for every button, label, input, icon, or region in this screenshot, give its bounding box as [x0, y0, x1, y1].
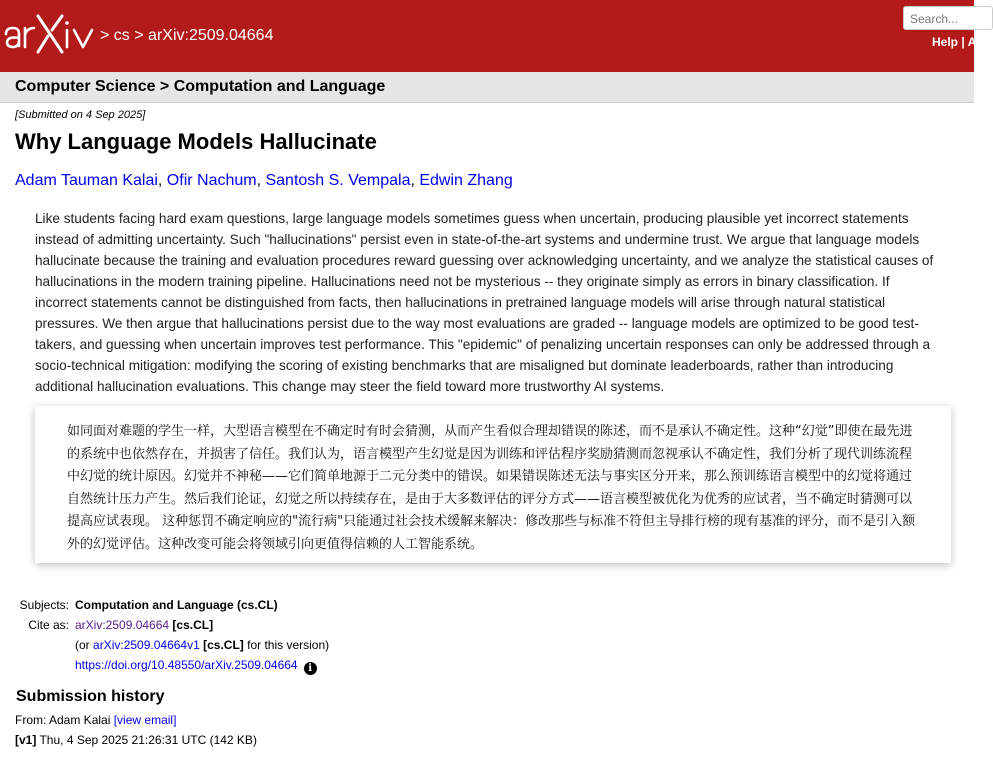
- submitter: [15, 713, 176, 727]
- cite-category: [cs.CL]: [172, 618, 214, 632]
- translation-panel: [35, 406, 951, 563]
- submitter-name: From: Adam Kalai: [15, 713, 111, 727]
- site-header: [0, 0, 977, 72]
- version-category: [cs.CL]: [203, 638, 244, 652]
- breadcrumb-paper-id: arXiv:2509.04664: [148, 27, 274, 44]
- subject-bar: [0, 72, 974, 103]
- breadcrumb-sep: >: [134, 27, 144, 44]
- breadcrumb-cs[interactable]: cs: [113, 27, 130, 44]
- abstract: Like students facing hard exam questions, large language models sometimes guess when uncertain, producing plausible yet incorrect statements instead of admitting uncertainty. Such "hallucinations" persist even in state-of-the-art systems and undermine trust. We argue that language models hallucinate because the training and evaluation procedures reward guessing over acknowledging uncertainty, and we analyze the statistical causes of hallucinations in the modern training pipeline. Hallucinations need not be mysterious -- they originate simply as errors in binary classification. If incorrect statements cannot be distinguished from facts, then hallucinations in pretrained language models will arise through natural statistical pressures. We then argue that hallucinations persist due to the way most evaluations are graded -- language models are optimized to be good test-takers, and guessing when uncertain improves test performance. This "epidemic" of penalizing uncertain responses can only be addressed through a socio-technical mitigation: modifying the scoring of existing benchmarks that are misaligned but dominate leaderboards, rather than introducing additional hallucination evaluations. This change may steer the field toward more trustworthy AI systems.: [35, 211, 934, 394]
- arxiv-logo[interactable]: [4, 12, 96, 56]
- cite-label: Cite as:: [28, 618, 69, 632]
- help-links: [932, 35, 976, 49]
- version-label[interactable]: [v1]: [15, 733, 37, 747]
- subject-heading: Computer Science > Computation and Language: [15, 78, 386, 95]
- submission-date: [Submitted on 4 Sep 2025]: [15, 109, 146, 121]
- version-link[interactable]: arXiv:2509.04664v1: [93, 638, 200, 652]
- author-link[interactable]: Edwin Zhang: [419, 172, 513, 189]
- author-link[interactable]: Santosh S. Vempala: [265, 172, 411, 189]
- help-separator: |: [961, 35, 965, 49]
- paper-title: Why Language Models Hallucinate: [15, 129, 377, 154]
- help-link[interactable]: Help: [932, 35, 959, 49]
- view-email-link[interactable]: [view email]: [113, 713, 177, 727]
- doi-link[interactable]: https://doi.org/10.48550/arXiv.2509.04664: [75, 658, 298, 672]
- subjects-label: Subjects:: [19, 598, 69, 612]
- author-link[interactable]: Adam Tauman Kalai: [15, 172, 158, 189]
- breadcrumb: [100, 27, 273, 45]
- author-list: Adam Tauman Kalai, Ofir Nachum, Santosh S. Vempala, Edwin Zhang: [15, 172, 513, 189]
- cite-id-link[interactable]: arXiv:2509.04664: [75, 618, 170, 632]
- info-icon[interactable]: i: [304, 662, 317, 675]
- version-entry: [15, 733, 257, 747]
- advanced-search-link[interactable]: A: [967, 35, 977, 49]
- submission-history-heading: Submission history: [16, 688, 165, 705]
- subjects-value: Computation and Language (cs.CL): [75, 598, 278, 612]
- search-input[interactable]: Search...: [903, 6, 993, 30]
- translation-text: 如同面对难题的学生一样，大型语言模型在不确定时有时会猜测，从而产生看似合理却错误的陈述，而不是承认不确定性。这种“幻觉”即使在最先进的系统中也依然存在，并损害了信任。我们认为，语言模型产生幻觉是因为训练和评估程序奖励猜测而忽视承认不确定性，我们分析了现代训练流程中幻觉的统计原因。幻觉并不神秘——它们简单地源于二元分类中的错误。如果错误陈述无法与事实区分开来，那么预训练语言模型中的幻觉将通过自然统计压力产生。然后我们论证，幻觉之所以持续存在，是由于大多数评估的评分方式——语言模型被优化为优秀的应试者，当不确定时猜测可以提高应试表现。 这种惩罚不确定响应的"流行病"只能通过社会技术缓解来解决：修改那些与标准不符但主导排行榜的现有基准的评分，而不是引入额外的幻觉评估。这种改变可能会将领域引向更值得信赖的人工智能系统。: [67, 424, 916, 552]
- breadcrumb-sep: >: [100, 27, 110, 44]
- author-link[interactable]: Ofir Nachum: [166, 172, 257, 189]
- version-prefix: (or: [75, 638, 90, 652]
- version-suffix: for this version): [247, 638, 330, 652]
- version-date: Thu, 4 Sep 2025 21:26:31 UTC (142 KB): [39, 733, 257, 747]
